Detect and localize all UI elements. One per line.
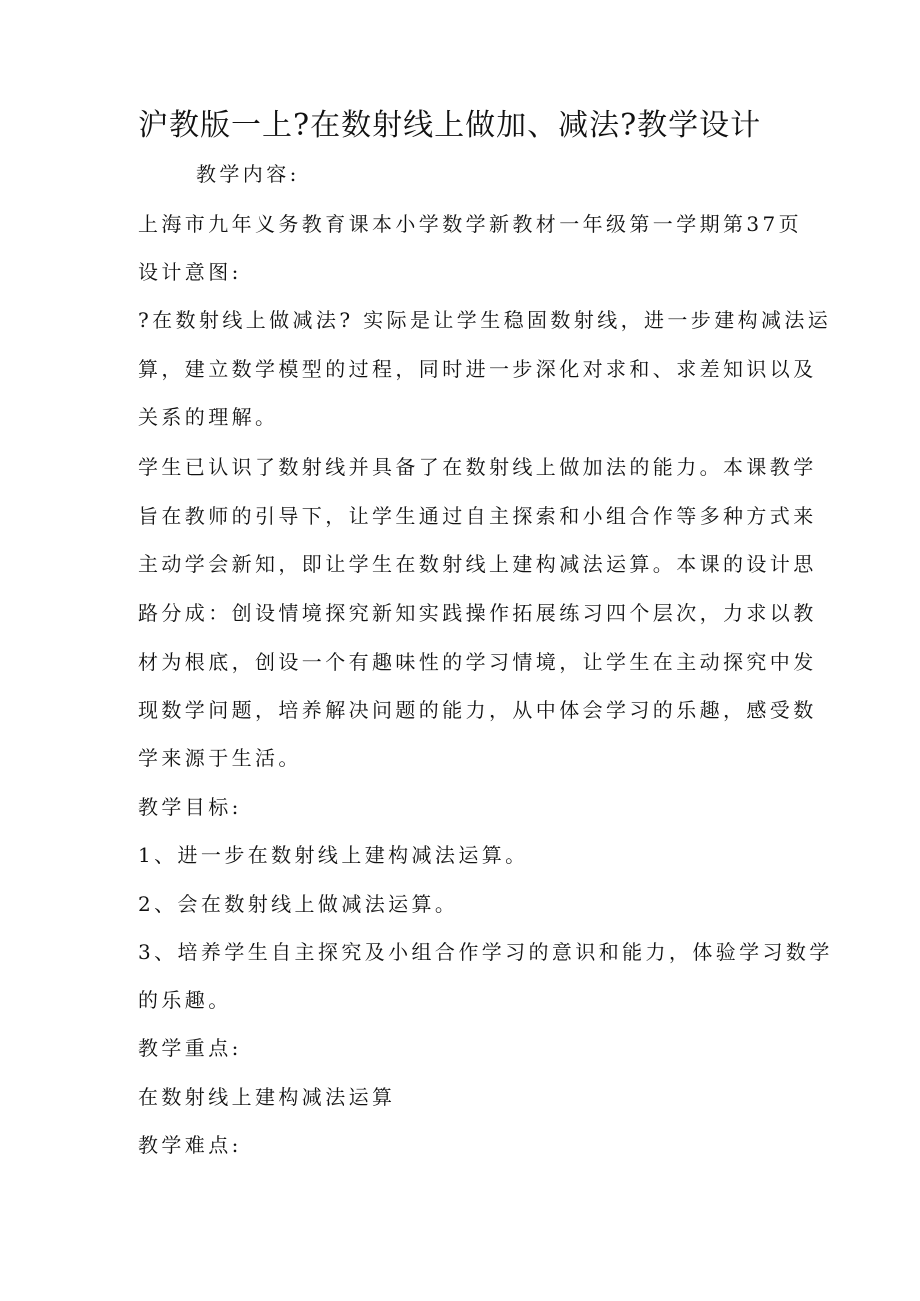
design-intent-p2-line: 学来源于生活。 [138, 746, 302, 770]
objective-item: 的乐趣。 [138, 988, 232, 1012]
difficulty-heading: 教学难点: [138, 1133, 242, 1157]
design-intent-heading: 设计意图: [138, 260, 242, 284]
design-intent-p2-line: 旨在教师的引导下，让学生通过自主探索和小组合作等多种方式来 [138, 504, 817, 528]
teaching-content-heading: 教学内容: [196, 162, 300, 186]
objectives-heading: 教学目标: [138, 795, 242, 819]
design-intent-p2-line: 材为根底，创设一个有趣味性的学习情境，让学生在主动探究中发 [138, 650, 817, 674]
design-intent-p2-line: 现数学问题，培养解决问题的能力，从中体会学习的乐趣，感受数 [138, 698, 817, 722]
design-intent-p2-line: 学生已认识了数射线并具备了在数射线上做加法的能力。本课教学 [138, 455, 817, 479]
document-title: 沪教版一上?在数射线上做加、减法?教学设计 [138, 108, 762, 143]
design-intent-p1-line: ?在数射线上做减法? 实际是让学生稳固数射线，进一步建构减法运 [138, 308, 832, 332]
design-intent-p1-line: 关系的理解。 [138, 405, 279, 429]
objective-item: 1、进一步在数射线上建构减法运算。 [138, 843, 529, 867]
objective-item: 3、培养学生自主探究及小组合作学习的意识和能力，体验学习数学 [138, 940, 833, 964]
key-point-text: 在数射线上建构减法运算 [138, 1085, 396, 1109]
teaching-content-text: 上海市九年义务教育课本小学数学新教材一年级第一学期第37页 [138, 212, 803, 236]
design-intent-p2-line: 路分成：创设情境探究新知实践操作拓展练习四个层次，力求以教 [138, 601, 817, 625]
design-intent-p1-line: 算，建立数学模型的过程，同时进一步深化对求和、求差知识以及 [138, 357, 817, 381]
objective-item: 2、会在数射线上做减法运算。 [138, 892, 459, 916]
design-intent-p2-line: 主动学会新知，即让学生在数射线上建构减法运算。本课的设计思 [138, 552, 817, 576]
key-point-heading: 教学重点: [138, 1036, 242, 1060]
